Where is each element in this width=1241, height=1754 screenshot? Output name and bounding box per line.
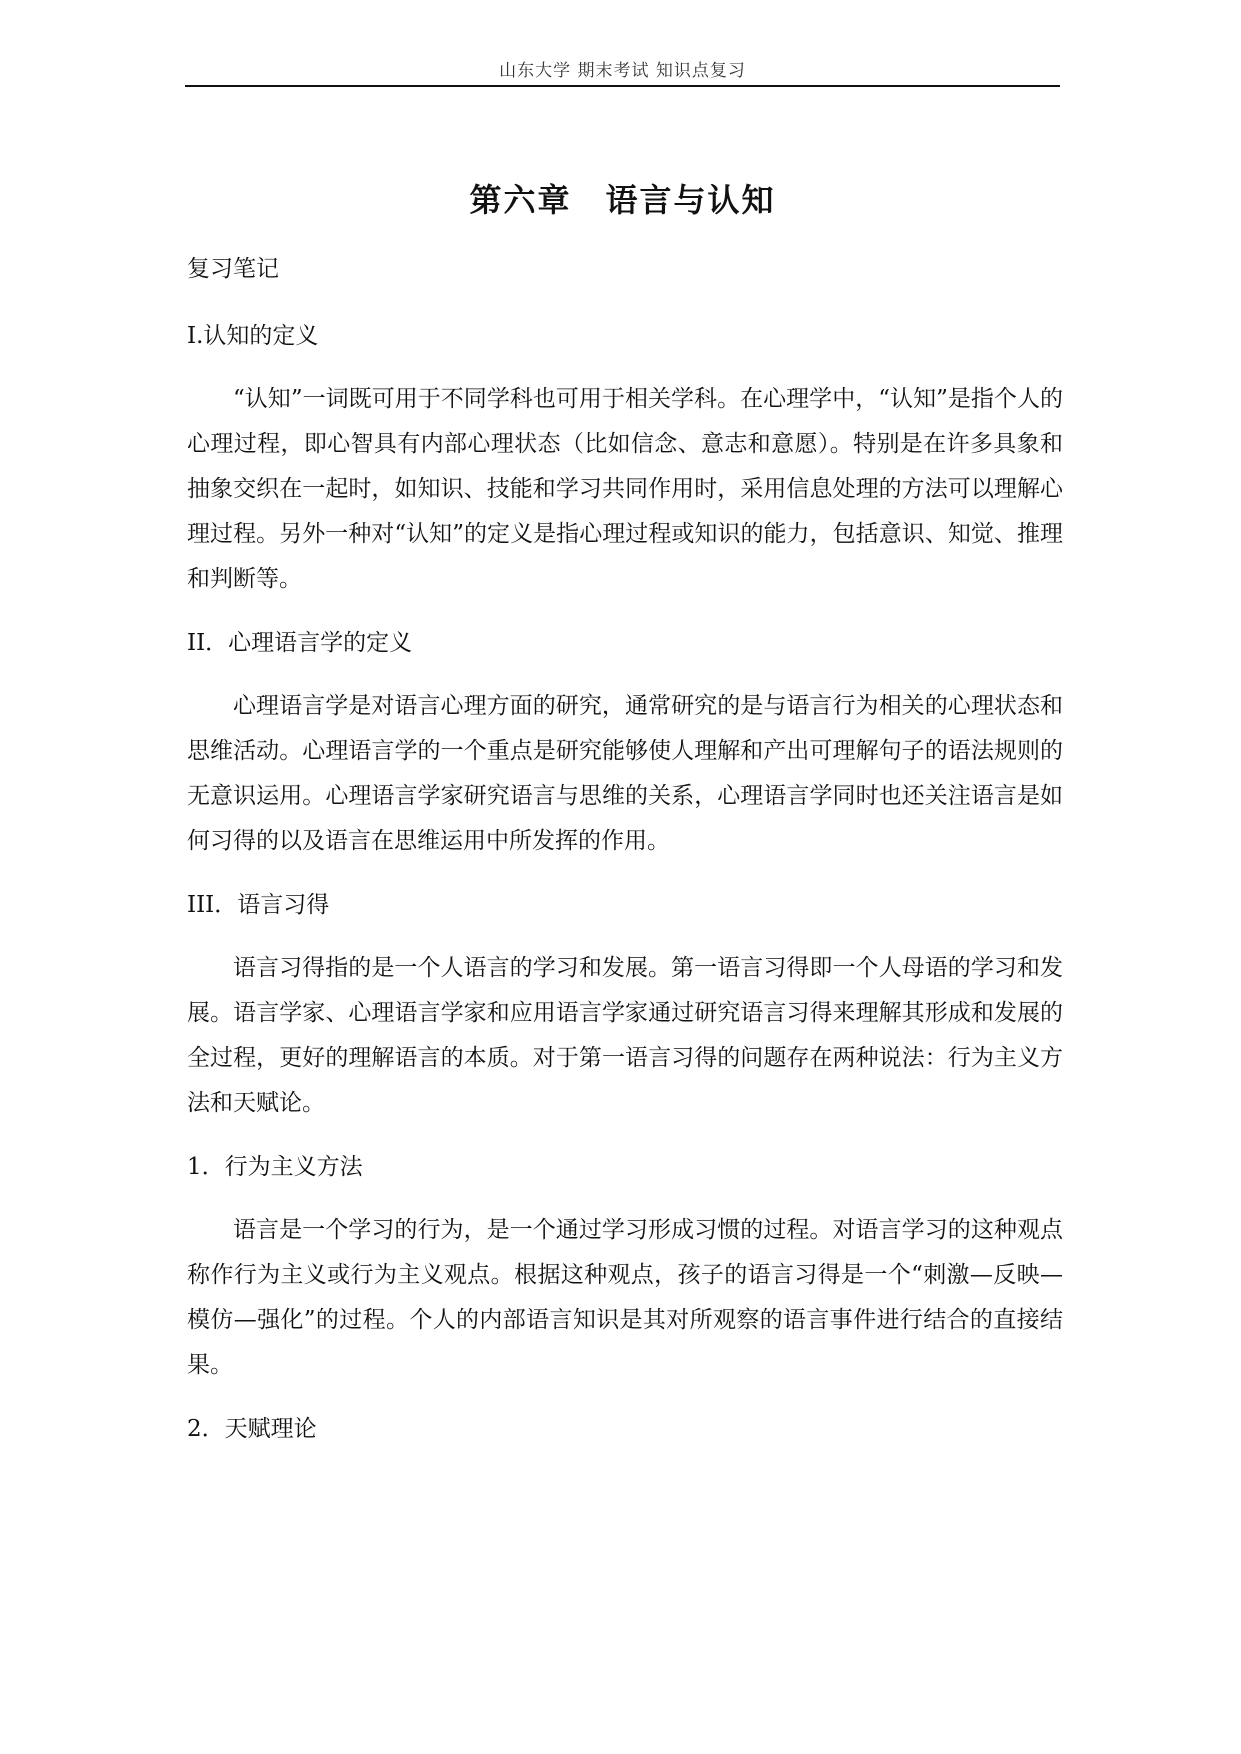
- paragraph-language-acquisition: 语言习得指的是一个人语言的学习和发展。第一语言习得即一个人母语的学习和发展。语言学家、心理语言学家和应用语言学家通过研究语言习得来理解其形成和发展的全过程，更好的理解语言的本质。对于第一语言习得的问题存在两种说法：行为主义方法和天赋论。: [187, 955, 1063, 1116]
- paragraph-cognition-definition: “认知”一词既可用于不同学科也可用于相关学科。在心理学中，“认知”是指个人的心理过程，即心智具有内部心理状态（比如信念、意志和意愿）。特别是在许多具象和抽象交织在一起时，如知识、技能和学习共同作用时，采用信息处理的方法可以理解心理过程。另外一种对“认知”的定义是指心理过程或知识的能力，包括意识、知觉、推理和判断等。: [187, 386, 1063, 592]
- subsection-heading-innatist-theory: 2．天赋理论: [187, 1416, 317, 1442]
- document-body: [187, 246, 1063, 1470]
- paragraph-behaviorist-approach: 语言是一个学习的行为，是一个通过学习形成习惯的过程。对语言学习的这种观点称作行为主义或行为主义观点。根据这种观点，孩子的语言习得是一个“刺激—反映—模仿—强化”的过程。个人的内部语言知识是其对所观察的语言事件进行结合的直接结果。: [187, 1217, 1063, 1378]
- subsection-heading-behaviorist-approach: 1．行为主义方法: [187, 1154, 363, 1180]
- section-heading-psycholinguistics-definition: II．心理语言学的定义: [187, 630, 413, 656]
- section-heading-cognition-definition: I.认知的定义: [187, 323, 319, 349]
- section-heading-language-acquisition: III．语言习得: [187, 892, 330, 918]
- notes-label: 复习笔记: [187, 256, 279, 282]
- page-header: 山东大学 期末考试 知识点复习: [499, 61, 746, 81]
- chapter-title: 第六章 语言与认知: [469, 181, 776, 219]
- header-divider: [185, 85, 1060, 87]
- paragraph-psycholinguistics-definition: 心理语言学是对语言心理方面的研究，通常研究的是与语言行为相关的心理状态和思维活动。心理语言学的一个重点是研究能够使人理解和产出可理解句子的语法规则的无意识运用。心理语言学家研究语言与思维的关系，心理语言学同时也还关注语言是如何习得的以及语言在思维运用中所发挥的作用。: [187, 693, 1063, 854]
